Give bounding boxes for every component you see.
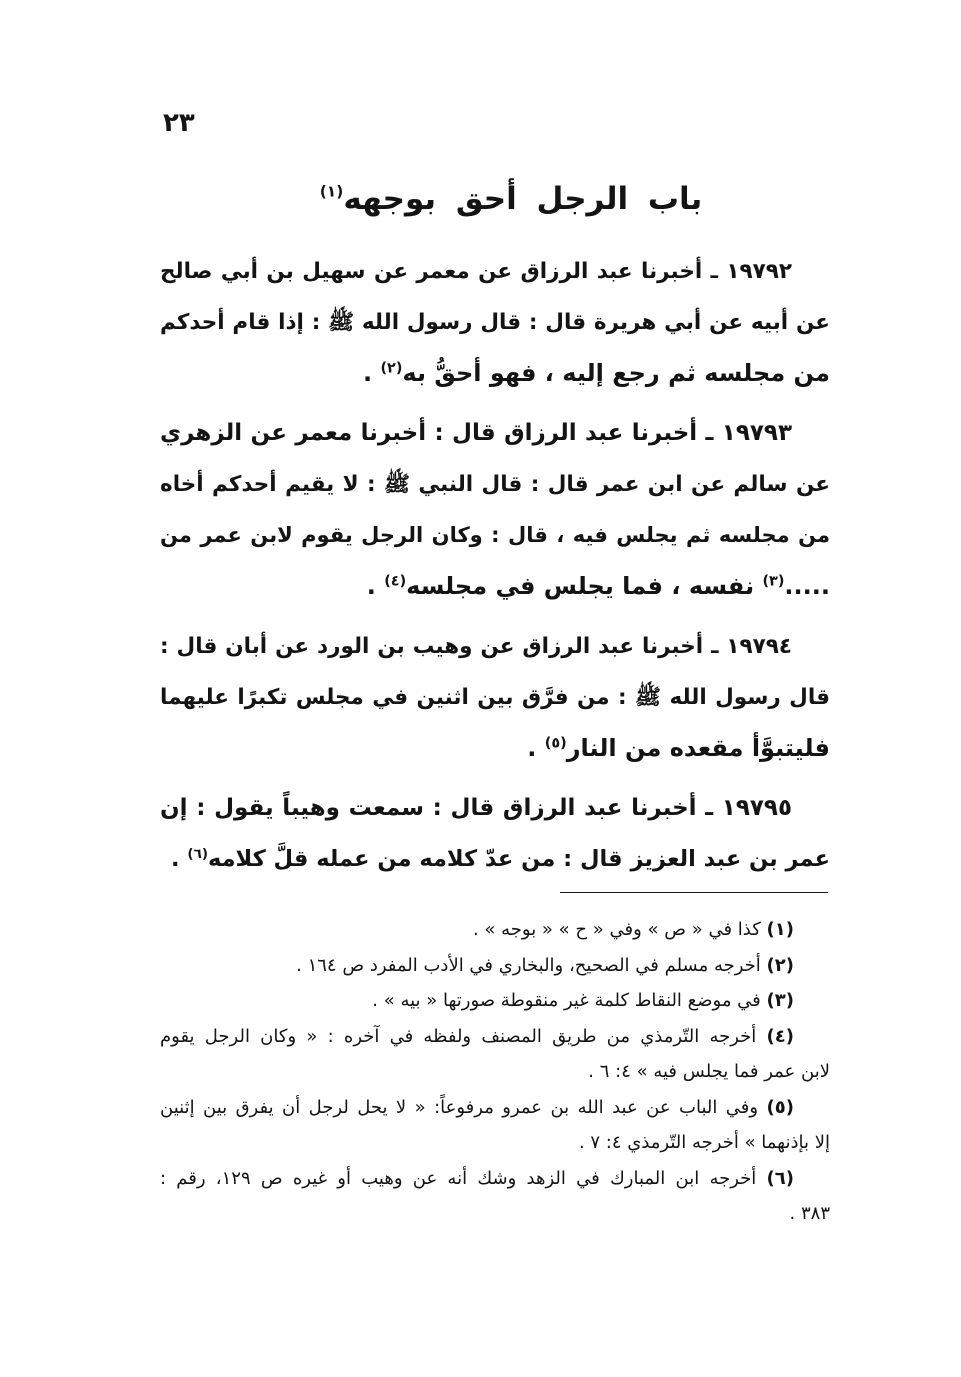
- text-line: [160, 246, 830, 297]
- footnote-line: [160, 1054, 830, 1090]
- line-text: ـ أخبرنا عبد الرزاق قال : سمعت وهيباً يقول : إن: [160, 795, 714, 821]
- footnote-ref: (٣): [762, 573, 785, 590]
- line-text: .: [366, 572, 376, 600]
- text-line: [160, 672, 830, 723]
- footnote-ref: (٦): [187, 845, 208, 862]
- footnote: [160, 1161, 830, 1232]
- footnote-marker: (٢): [766, 954, 794, 976]
- footnote-marker: (٤): [766, 1025, 794, 1047]
- footnote-text: في موضع النقاط كلمة غير منقوطة صورتها « بيه » .: [372, 990, 761, 1011]
- footnote: [160, 1090, 830, 1161]
- footnote-text: ٣٨٣ .: [789, 1203, 830, 1224]
- hadith-number: ١٩٧٩٣: [721, 420, 792, 446]
- hadith-entry: [160, 621, 830, 774]
- chapter-title-text: باب الرجل أحق بوجهه: [343, 181, 703, 217]
- footnote: [160, 912, 830, 948]
- footnote-line: [160, 1019, 830, 1055]
- footnote-text: كذا في « ص » وفي « ح » « بوجه » .: [472, 919, 761, 940]
- text-line: [160, 459, 830, 510]
- text-line: [160, 561, 830, 612]
- line-text: .: [170, 846, 180, 872]
- line-text: عن سالم عن ابن عمر قال : قال النبي ﷺ : لا يقيم أحدكم أخاه: [160, 472, 830, 497]
- text-line: [160, 723, 830, 774]
- text-line: [160, 783, 830, 834]
- footnote-line: [160, 948, 830, 984]
- line-text: عن أبيه عن أبي هريرة قال : قال رسول الله ﷺ : إذا قام أحدكم: [160, 310, 830, 335]
- text-line: [160, 297, 830, 348]
- line-text: .: [362, 359, 373, 387]
- line-text: ـ أخبرنا عبد الرزاق عن معمر عن سهيل بن أبي صالح: [160, 259, 718, 284]
- line-text: .....: [784, 572, 830, 600]
- footnotes: [160, 912, 830, 1232]
- chapter-title: [176, 176, 846, 222]
- footnote-marker: (٦): [766, 1167, 794, 1189]
- footnote-text: أخرجه مسلم في الصحيح، والبخاري في الأدب المفرد ص ١٦٤ .: [296, 954, 761, 976]
- line-text: ـ أخبرنا عبد الرزاق قال : أخبرنا معمر عن الزهري: [160, 420, 714, 446]
- footnote-ref: (١): [319, 182, 344, 201]
- footnote-line: [160, 1196, 830, 1232]
- line-text: ـ أخبرنا عبد الرزاق عن وهيب بن الورد عن أبان قال :: [160, 634, 719, 659]
- footnote-marker: (٥): [766, 1096, 794, 1118]
- hadith-entry: [160, 408, 830, 612]
- line-text: فليتبوَّأ مقعده من النار: [566, 734, 830, 762]
- line-text: عمر بن عبد العزيز قال : من عدّ كلامه من عمله قلَّ كلامه: [207, 846, 830, 872]
- main-text: [160, 246, 830, 885]
- text-line: [160, 621, 830, 672]
- text-line: [160, 834, 830, 885]
- footnote-ref: (٤): [384, 573, 407, 590]
- footnote-text: لابن عمر فما يجلس فيه » ٤: ٦ .: [588, 1061, 830, 1082]
- hadith-number: ١٩٧٩٤: [726, 634, 792, 659]
- footnote-line: [160, 1161, 830, 1197]
- line-text: من مجلسه ثم يجلس فيه ، قال : وكان الرجل يقوم لابن عمر من: [160, 523, 830, 547]
- footnote-text: وفي الباب عن عبد الله بن عمرو مرفوعاً: « لا يحل لرجل أن يفرق بين إثنين: [160, 1096, 759, 1118]
- footnote-line: [160, 912, 830, 948]
- footnote-text: إلا بإذنهما » أخرجه التّرمذي ٤: ٧ .: [578, 1132, 830, 1153]
- footnote-line: [160, 1090, 830, 1126]
- line-text: نفسه ، فما يجلس في مجلسه: [406, 572, 755, 600]
- hadith-entry: [160, 783, 830, 885]
- hadith-number: ١٩٧٩٥: [721, 795, 792, 821]
- line-text: قال رسول الله ﷺ : من فرَّق بين اثنين في مجلس تكبرًا عليهما: [160, 685, 830, 710]
- hadith-number: ١٩٧٩٢: [726, 259, 792, 284]
- text-line: [160, 510, 830, 561]
- footnote-line: [160, 983, 830, 1019]
- footnote-text: أخرجه التّرمذي من طريق المصنف ولفظه في آخره : « وكان الرجل يقوم: [160, 1025, 757, 1047]
- text-line: [160, 408, 830, 459]
- footnote: [160, 1019, 830, 1090]
- footnote-line: [160, 1125, 830, 1161]
- footnote-marker: (٣): [766, 990, 794, 1011]
- footnote-ref: (٢): [380, 360, 403, 377]
- footnote-separator: [560, 892, 828, 893]
- footnote-ref: (٥): [544, 735, 567, 752]
- footnote-marker: (١): [766, 919, 794, 940]
- line-text: .: [527, 734, 537, 762]
- text-line: [160, 348, 830, 399]
- line-text: من مجلسه ثم رجع إليه ، فهو أحقُّ به: [402, 359, 830, 387]
- footnote-text: أخرجه ابن المبارك في الزهد وشك أنه عن وهيب أو غيره ص ١٢٩، رقم :: [160, 1167, 757, 1189]
- hadith-entry: [160, 246, 830, 399]
- page-number: ٢٣: [163, 108, 195, 138]
- footnote: [160, 983, 830, 1019]
- footnote: [160, 948, 830, 984]
